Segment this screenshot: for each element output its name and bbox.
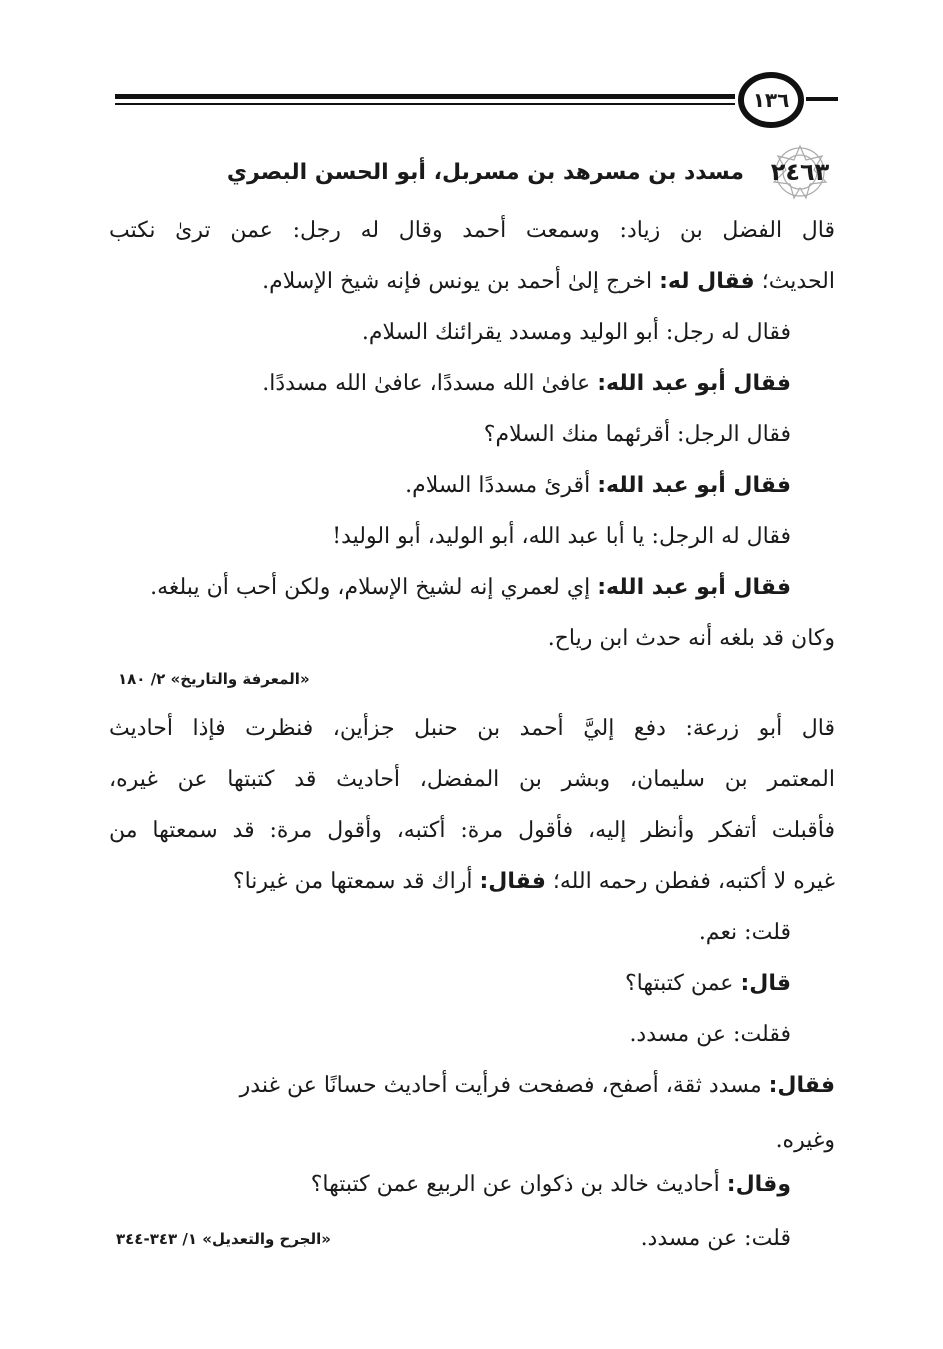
text: اخرج إلىٰ أحمد بن يونس فإنه شيخ الإسلام.	[262, 269, 660, 294]
header-rule-right	[806, 97, 838, 101]
text: أحاديث خالد بن ذكوان عن الربيع عمن كتبتها؟	[310, 1172, 727, 1197]
text: وغيره.	[775, 1128, 835, 1153]
text-line	[109, 814, 835, 848]
text: فقال له رجل: أبو الوليد ومسدد يقرائنك السلام.	[361, 320, 791, 345]
text: إي لعمري إنه لشيخ الإسلام، ولكن أحب أن يبلغه.	[150, 575, 598, 600]
text-line	[362, 316, 791, 350]
text: المعتمر بن سليمان، وبشر بن المفضل، أحاديث قد كتبتها عن غيره،	[109, 767, 835, 792]
text: غيره لا أكتبه، ففطن رحمه الله؛	[545, 869, 835, 894]
text-line	[240, 1069, 835, 1103]
text: فقلت: عن مسدد.	[629, 1022, 791, 1047]
text-line	[262, 367, 791, 401]
header-rule	[115, 94, 735, 99]
text: قلت: نعم.	[698, 920, 791, 945]
text: فقال الرجل: أقرئهما منك السلام؟	[483, 422, 791, 447]
text: مسدد ثقة، أصفح، فصفحت فرأيت أحاديث حسانًا عن غندر	[239, 1073, 769, 1098]
speaker-label: فقال أبو عبد الله:	[597, 575, 791, 600]
page-number-text: ١٣٦	[752, 88, 790, 112]
text: قلت: عن مسدد.	[640, 1226, 791, 1251]
text-line	[776, 1124, 835, 1158]
text-line	[484, 418, 791, 452]
text: قال الفضل بن زياد: وسمعت أحمد وقال له رجل: عمن ترىٰ نكتب	[109, 218, 835, 243]
header-rule-thin	[115, 103, 735, 105]
text: الحديث؛	[754, 269, 835, 294]
text: فأقبلت أتفكر وأنظر إليه، فأقول مرة: أكتبه، وأقول مرة: قد سمعتها من	[109, 818, 835, 843]
text: أقرئ مسددًا السلام.	[405, 473, 598, 498]
text-line	[332, 520, 791, 554]
text-line	[405, 469, 791, 503]
speaker-label: فقال أبو عبد الله:	[597, 473, 791, 498]
entry-number: ٢٤٦٣	[770, 158, 830, 186]
text: قال أبو زرعة: دفع إليَّ أحمد بن حنبل جزأين، فنظرت فإذا أحاديث	[109, 716, 835, 741]
speaker-label: فقال له:	[659, 269, 755, 294]
text: أراك قد سمعتها من غيرنا؟	[232, 869, 480, 894]
text: فقال له الرجل: يا أبا عبد الله، أبو الوليد، أبو الوليد!	[332, 524, 791, 549]
text-line	[262, 265, 835, 299]
text: عافىٰ الله مسددًا، عافىٰ الله مسددًا.	[262, 371, 598, 396]
speaker-label: فقال:	[768, 1073, 835, 1098]
speaker-label: فقال:	[479, 869, 546, 894]
text-line	[699, 916, 791, 950]
text-line	[625, 967, 791, 1001]
entry-heading	[118, 150, 838, 194]
text-line	[548, 622, 835, 656]
entry-title: مسدد بن مسرهد بن مسربل، أبو الحسن البصري	[226, 159, 744, 185]
speaker-label: وقال:	[726, 1172, 791, 1197]
entry-number-badge	[762, 150, 838, 194]
text-line	[311, 1168, 791, 1202]
page-number	[738, 72, 804, 128]
text-line	[233, 865, 835, 899]
text: عمن كتبتها؟	[624, 971, 741, 996]
source-citation: «المعرفة والتاريخ» ٢/ ١٨٠	[118, 670, 310, 688]
text: وكان قد بلغه أنه حدث ابن رياح.	[547, 626, 835, 651]
text-line	[150, 571, 791, 605]
text-line	[109, 763, 835, 797]
text-line	[629, 1018, 791, 1052]
source-citation: «الجرح والتعديل» ١/ ٣٤٣-٣٤٤	[116, 1230, 331, 1248]
text-line	[109, 712, 835, 746]
speaker-label: فقال أبو عبد الله:	[597, 371, 791, 396]
speaker-label: قال:	[740, 971, 791, 996]
text-line	[109, 214, 835, 248]
text-line	[641, 1222, 791, 1256]
